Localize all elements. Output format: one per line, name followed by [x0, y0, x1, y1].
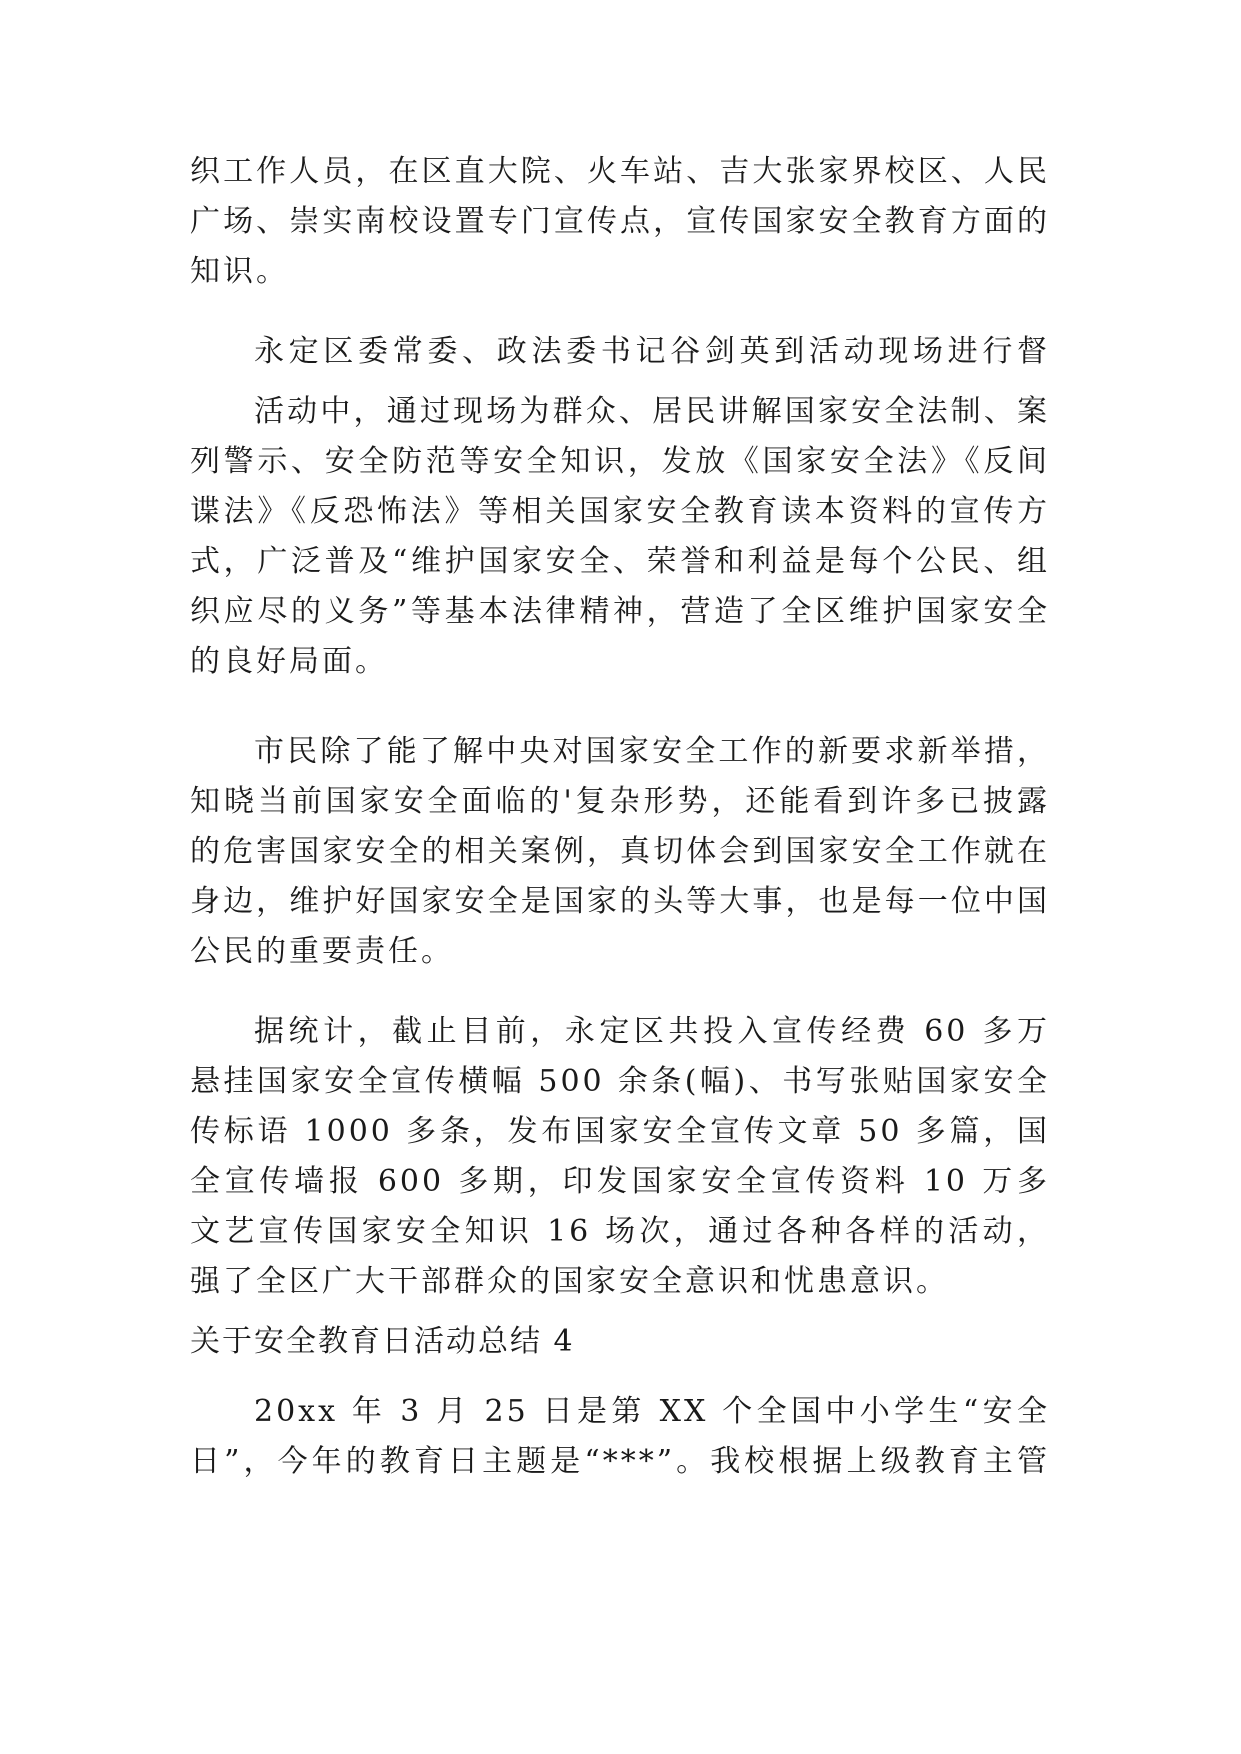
text-line: 强了全区广大干部群众的国家安全意识和忧患意识。 [190, 1264, 949, 1299]
text-line: 谍法》《反恐怖法》等相关国家安全教育读本资料的宣传方 [190, 494, 1050, 529]
text-line: 列警示、安全防范等安全知识，发放《国家安全法》《反间 [190, 444, 1050, 479]
text-line: 活动中，通过现场为群众、居民讲解国家安全法制、案 [254, 394, 1050, 429]
text-line: 永定区委常委、政法委书记谷剑英到活动现场进行督 [254, 334, 1050, 369]
text-line: 日”，今年的教育日主题是“***”。我校根据上级教育主管 [190, 1444, 1050, 1479]
section-heading: 关于安全教育日活动总结 4 [190, 1324, 575, 1359]
text-line: 式，广泛普及“维护国家安全、荣誉和利益是每个公民、组 [190, 544, 1050, 579]
text-line: 广场、崇实南校设置专门宣传点，宣传国家安全教育方面的 [190, 204, 1050, 239]
text-line: 传标语 1000 多条，发布国家安全宣传文章 50 多篇，国 [190, 1114, 1050, 1149]
text-line: 20xx 年 3 月 25 日是第 XX 个全国中小学生“安全 [254, 1394, 1050, 1429]
text-line: 的危害国家安全的相关案例，真切体会到国家安全工作就在 [190, 834, 1050, 869]
text-line: 的良好局面。 [190, 644, 388, 679]
text-line: 全宣传墙报 600 多期，印发国家安全宣传资料 10 万多 [190, 1164, 1050, 1199]
text-line: 织应尽的义务”等基本法律精神，营造了全区维护国家安全 [190, 594, 1050, 629]
text-line: 知识。 [190, 254, 289, 289]
text-line: 公民的重要责任。 [190, 934, 454, 969]
text-line: 据统计，截止目前，永定区共投入宣传经费 60 多万 [254, 1014, 1050, 1049]
text-line: 织工作人员，在区直大院、火车站、吉大张家界校区、人民 [190, 154, 1050, 189]
text-line: 文艺宣传国家安全知识 16 场次，通过各种各样的活动， [190, 1214, 1050, 1249]
text-line: 悬挂国家安全宣传横幅 500 余条(幅)、书写张贴国家安全 [190, 1064, 1050, 1099]
text-line: 知晓当前国家安全面临的'复杂形势，还能看到许多已披露 [190, 784, 1050, 819]
text-line: 市民除了能了解中央对国家安全工作的新要求新举措， [254, 734, 1050, 769]
text-line: 身边，维护好国家安全是国家的头等大事，也是每一位中国 [190, 884, 1050, 919]
